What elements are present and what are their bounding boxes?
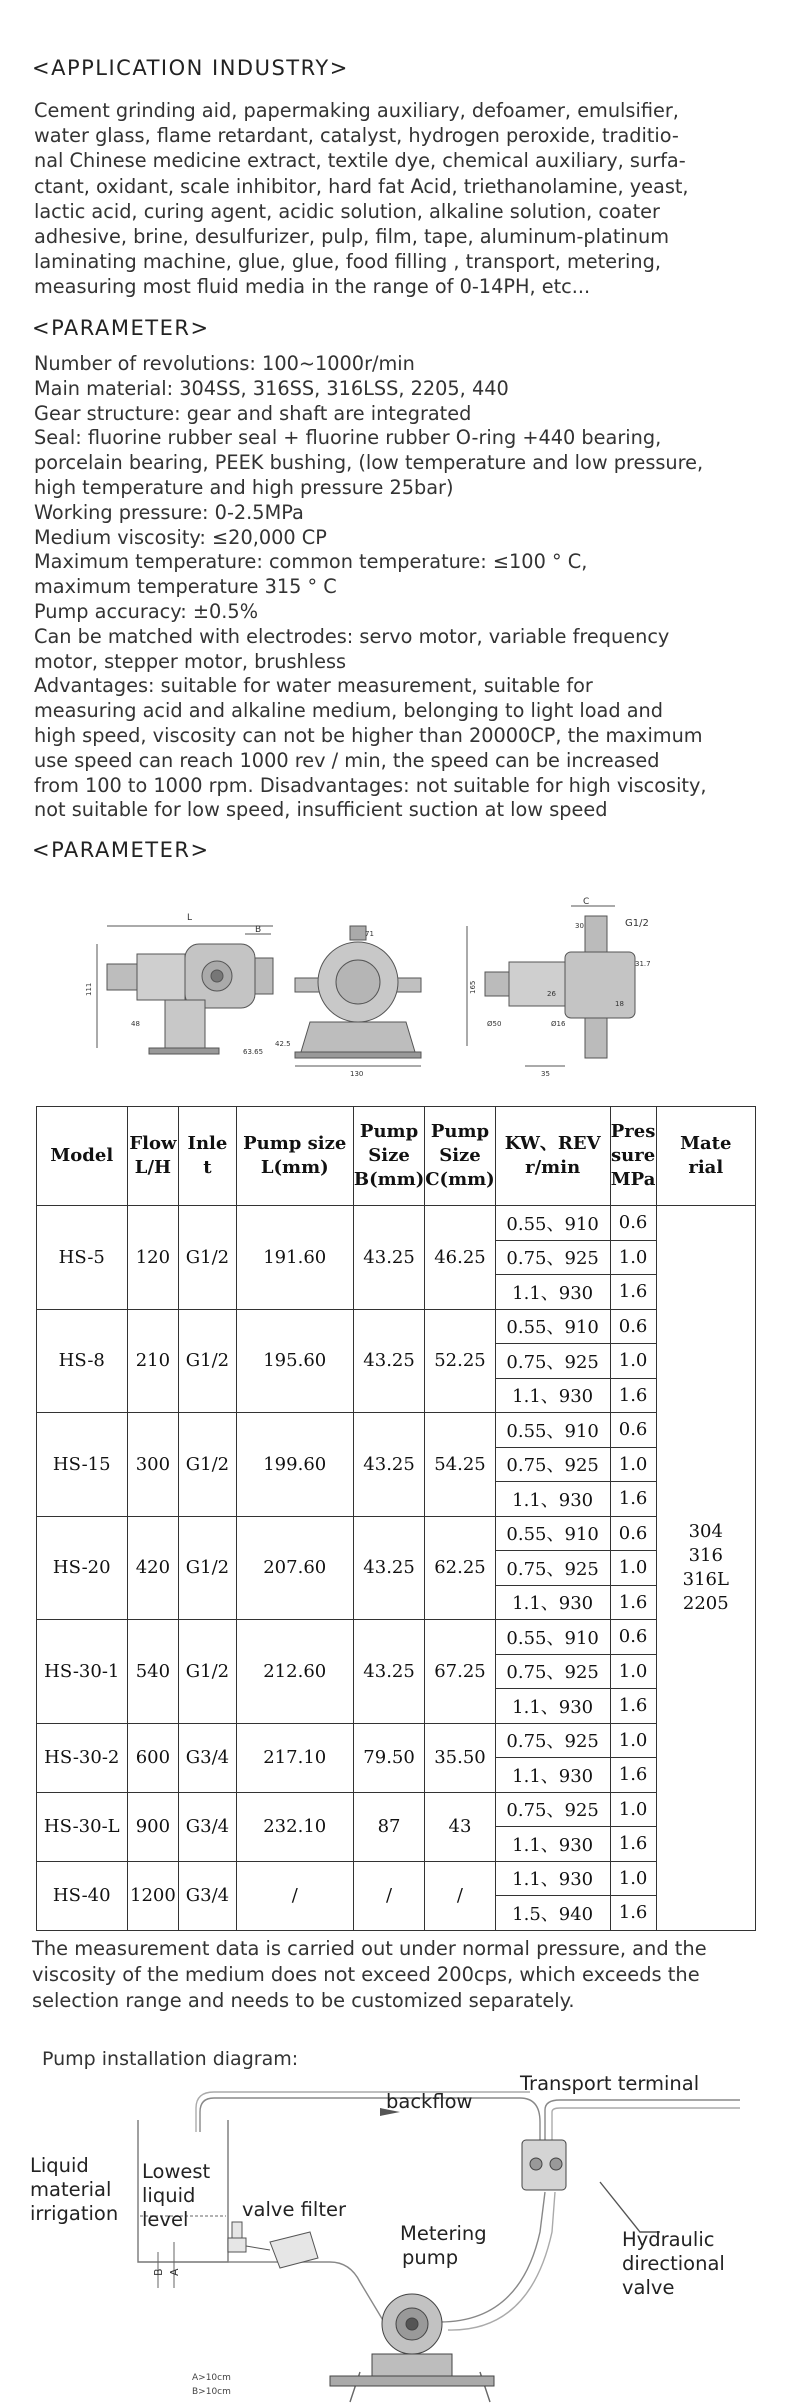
- dim-111: 111: [85, 982, 93, 996]
- pressure-cell: 1.6: [610, 1482, 656, 1517]
- parameter-text: [34, 352, 764, 823]
- pressure-cell: 1.0: [610, 1447, 656, 1482]
- column-header-text: L(mm): [260, 1157, 329, 1178]
- pressure-cell: 1.0: [610, 1654, 656, 1689]
- top-view: [467, 906, 635, 1066]
- pressure-cell: 1.6: [610, 1689, 656, 1724]
- pressure-cell: 1.6: [610, 1827, 656, 1862]
- size-c-cell: 46.25: [425, 1206, 495, 1310]
- pressure-cell: 1.0: [610, 1723, 656, 1758]
- size-l-cell: 212.60: [236, 1620, 353, 1724]
- size-c-cell: /: [425, 1861, 495, 1930]
- parameter-text-line: Gear structure: gear and shaft are integrated: [34, 401, 472, 425]
- parameter-text-line: high temperature and high pressure 25bar): [34, 475, 454, 499]
- size-b-cell: 43.25: [353, 1620, 424, 1724]
- inlet-cell: G1/2: [179, 1309, 236, 1413]
- note-b: B>10cm: [192, 2387, 231, 2397]
- pump-dimension-drawing: [85, 896, 755, 1080]
- inlet-cell: G1/2: [179, 1413, 236, 1517]
- column-header-text: Pump: [359, 1121, 419, 1142]
- dim-16: Ø16: [551, 1020, 566, 1028]
- pressure-cell: 1.6: [610, 1378, 656, 1413]
- lowest-level-label: Lowest liquid level: [142, 2160, 211, 2231]
- side-view: [97, 926, 273, 1054]
- application-text-line: lactic acid, curing agent, acidic solution, alkaline solution, coater: [34, 199, 660, 223]
- pressure-cell: 1.0: [610, 1861, 656, 1896]
- flow-cell: 540: [127, 1620, 179, 1724]
- dim-130: 130: [350, 1070, 364, 1078]
- size-l-cell: /: [236, 1861, 353, 1930]
- mark-b: B: [152, 2268, 165, 2276]
- parameter-drawing-heading: <PARAMETER>: [32, 838, 210, 862]
- application-text: [34, 98, 764, 300]
- model-cell: HS-5: [37, 1206, 128, 1310]
- dim-b-label: B: [255, 925, 262, 935]
- column-header-text: Pump size: [243, 1133, 347, 1154]
- column-header-text: KW、REV: [504, 1133, 601, 1154]
- material-item: 316L: [682, 1568, 729, 1590]
- measurement-note: [32, 1936, 772, 2014]
- parameter-text-line: high speed, viscosity can not be higher than 20000CP, the maximum: [34, 723, 703, 747]
- flow-cell: 600: [127, 1723, 179, 1792]
- column-header: [179, 1107, 236, 1206]
- hydraulic-valve-label: Hydraulic directional valve: [622, 2228, 725, 2299]
- parameter-text-line: Main material: 304SS, 316SS, 316LSS, 2205, 440: [34, 376, 509, 400]
- note-text-line: The measurement data is carried out under normal pressure, and the: [32, 1937, 707, 1960]
- table-row: [37, 1516, 756, 1551]
- parameter-text-line: Pump accuracy: ±0.5%: [34, 599, 259, 623]
- kw-rev-cell: 0.75、925: [495, 1792, 610, 1827]
- column-header-text: sure: [611, 1145, 656, 1166]
- size-b-cell: 43.25: [353, 1413, 424, 1517]
- kw-rev-cell: 0.75、925: [495, 1240, 610, 1275]
- kw-rev-cell: 0.75、925: [495, 1723, 610, 1758]
- size-l-cell: 232.10: [236, 1792, 353, 1861]
- dim-30: 30: [575, 922, 584, 930]
- material-item: 316: [688, 1544, 723, 1566]
- column-header-text: Pump: [430, 1121, 490, 1142]
- dim-l-label: L: [187, 913, 193, 923]
- parameter-text-line: Number of revolutions: 100~1000r/min: [34, 352, 415, 375]
- model-cell: HS-20: [37, 1516, 128, 1620]
- flow-cell: 210: [127, 1309, 179, 1413]
- valve-filter-label: valve filter: [242, 2198, 347, 2221]
- metering-pump: [330, 2294, 494, 2386]
- kw-rev-cell: 0.55、910: [495, 1309, 610, 1344]
- flow-cell: 120: [127, 1206, 179, 1310]
- kw-rev-cell: 0.55、910: [495, 1620, 610, 1655]
- application-text-line: water glass, flame retardant, catalyst, hydrogen peroxide, traditio-: [34, 124, 679, 148]
- size-b-cell: 79.50: [353, 1723, 424, 1792]
- size-c-cell: 43: [425, 1792, 495, 1861]
- inlet-cell: G3/4: [179, 1861, 236, 1930]
- table-body: [37, 1206, 756, 1931]
- dim-63: 63.65: [243, 1048, 264, 1056]
- pressure-cell: 0.6: [610, 1620, 656, 1655]
- table-row: [37, 1206, 756, 1241]
- note-text-line: selection range and needs to be customized separately.: [32, 1989, 575, 2012]
- application-text-line: adhesive, brine, desulfurizer, pulp, film, tape, aluminum-platinum: [34, 225, 669, 249]
- parameter-text-line: Can be matched with electrodes: servo motor, variable frequency: [34, 624, 670, 648]
- size-b-cell: 43.25: [353, 1516, 424, 1620]
- kw-rev-cell: 1.1、930: [495, 1482, 610, 1517]
- column-header: [656, 1107, 755, 1206]
- size-l-cell: 207.60: [236, 1516, 353, 1620]
- column-header: [610, 1107, 656, 1206]
- size-c-cell: 67.25: [425, 1620, 495, 1724]
- column-header-text: r/min: [525, 1157, 581, 1178]
- model-cell: HS-30-L: [37, 1792, 128, 1861]
- application-text-line: laminating machine, glue, glue, food filling , transport, metering,: [34, 250, 661, 274]
- size-b-cell: 87: [353, 1792, 424, 1861]
- kw-rev-cell: 0.55、910: [495, 1206, 610, 1241]
- column-header: [236, 1107, 353, 1206]
- parameter-heading: <PARAMETER>: [32, 316, 210, 340]
- dim-165: 165: [469, 980, 477, 994]
- column-header-text: Model: [50, 1145, 114, 1166]
- parameter-text-line: Maximum temperature: common temperature: ≤100 ° C,: [34, 550, 588, 574]
- column-header-text: Size: [439, 1145, 481, 1166]
- parameter-text-line: Medium viscosity: ≤20,000 CP: [34, 525, 327, 549]
- kw-rev-cell: 1.1、930: [495, 1689, 610, 1724]
- table-row: [37, 1309, 756, 1344]
- mark-a: A: [168, 2268, 181, 2276]
- installation-title: Pump installation diagram:: [42, 2048, 299, 2070]
- size-c-cell: 35.50: [425, 1723, 495, 1792]
- front-view: [295, 926, 421, 1066]
- kw-rev-cell: 0.55、910: [495, 1413, 610, 1448]
- size-l-cell: 217.10: [236, 1723, 353, 1792]
- size-c-cell: 52.25: [425, 1309, 495, 1413]
- parameter-text-line: not suitable for low speed, insufficient suction at low speed: [34, 798, 608, 822]
- size-c-cell: 54.25: [425, 1413, 495, 1517]
- inlet-cell: G3/4: [179, 1792, 236, 1861]
- note-a: A>10cm: [192, 2373, 231, 2383]
- size-l-cell: 195.60: [236, 1309, 353, 1413]
- flow-cell: 900: [127, 1792, 179, 1861]
- thread-label: G1/2: [625, 918, 649, 929]
- model-cell: HS-30-2: [37, 1723, 128, 1792]
- column-header-text: rial: [688, 1157, 724, 1178]
- application-text-line: Cement grinding aid, papermaking auxiliary, defoamer, emulsifier,: [34, 99, 679, 122]
- column-header-text: Flow: [129, 1133, 177, 1154]
- table-header-row: [37, 1107, 756, 1206]
- pressure-cell: 1.6: [610, 1585, 656, 1620]
- parameter-text-line: Advantages: suitable for water measurement, suitable for: [34, 674, 593, 698]
- dim-18: 18: [615, 1000, 624, 1008]
- kw-rev-cell: 1.1、930: [495, 1275, 610, 1310]
- model-cell: HS-40: [37, 1861, 128, 1930]
- parameter-text-line: measuring acid and alkaline medium, belonging to light load and: [34, 699, 664, 723]
- size-l-cell: 199.60: [236, 1413, 353, 1517]
- pressure-cell: 0.6: [610, 1413, 656, 1448]
- size-b-cell: /: [353, 1861, 424, 1930]
- parameter-text-line: porcelain bearing, PEEK bushing, (low temperature and low pressure,: [34, 451, 704, 475]
- application-text-line: nal Chinese medicine extract, textile dye, chemical auxiliary, surfa-: [34, 149, 686, 173]
- column-header-text: C(mm): [425, 1169, 495, 1190]
- liquid-material-label: Liquid material irrigation: [30, 2154, 119, 2225]
- dim-31: 31.7: [635, 960, 651, 968]
- parameter-text-line: Working pressure: 0-2.5MPa: [34, 500, 304, 524]
- column-header: [37, 1107, 128, 1206]
- metering-pump-label: Metering pump: [400, 2222, 487, 2269]
- dim-71: 71: [365, 930, 374, 938]
- pressure-cell: 0.6: [610, 1309, 656, 1344]
- pressure-cell: 1.6: [610, 1896, 656, 1931]
- parameter-text-line: maximum temperature 315 ° C: [34, 575, 337, 599]
- kw-rev-cell: 0.75、925: [495, 1551, 610, 1586]
- pressure-cell: 1.0: [610, 1344, 656, 1379]
- kw-rev-cell: 0.75、925: [495, 1654, 610, 1689]
- application-text-line: measuring most fluid media in the range of 0-14PH, etc...: [34, 275, 591, 299]
- parameter-text-line: from 100 to 1000 rpm. Disadvantages: not suitable for high viscosity,: [34, 773, 707, 797]
- kw-rev-cell: 1.5、940: [495, 1896, 610, 1931]
- kw-rev-cell: 1.1、930: [495, 1758, 610, 1793]
- flow-cell: 1200: [127, 1861, 179, 1930]
- column-header-text: Size: [368, 1145, 410, 1166]
- valve-filter: [228, 2222, 318, 2268]
- application-text-line: ctant, oxidant, scale inhibitor, hard fat Acid, triethanolamine, yeast,: [34, 174, 689, 198]
- column-header-text: Mate: [680, 1133, 732, 1154]
- column-header-text: L/H: [134, 1157, 172, 1178]
- kw-rev-cell: 0.75、925: [495, 1344, 610, 1379]
- spec-table: [36, 1106, 756, 1931]
- column-header-text: MPa: [610, 1169, 656, 1190]
- kw-rev-cell: 1.1、930: [495, 1827, 610, 1862]
- material-cell: [656, 1206, 755, 1931]
- flow-cell: 300: [127, 1413, 179, 1517]
- pressure-cell: 1.6: [610, 1275, 656, 1310]
- column-header: [495, 1107, 610, 1206]
- column-header: [127, 1107, 179, 1206]
- pressure-cell: 0.6: [610, 1206, 656, 1241]
- transport-terminal-label: Transport terminal: [520, 2072, 700, 2095]
- kw-rev-cell: 1.1、930: [495, 1378, 610, 1413]
- dim-48: 48: [131, 1020, 140, 1028]
- column-header-text: Inle: [187, 1133, 228, 1154]
- kw-rev-cell: 1.1、930: [495, 1861, 610, 1896]
- table-row: [37, 1723, 756, 1758]
- parameter-text-line: use speed can reach 1000 rev / min, the speed can be increased: [34, 748, 660, 772]
- backflow-label: backflow: [386, 2090, 473, 2113]
- material-item: 2205: [682, 1592, 729, 1614]
- column-header-text: t: [203, 1157, 212, 1178]
- parameter-text-line: Seal: fluorine rubber seal + fluorine rubber O-ring +440 bearing,: [34, 426, 662, 450]
- column-header: [425, 1107, 495, 1206]
- parameter-text-line: motor, stepper motor, brushless: [34, 649, 347, 673]
- kw-rev-cell: 0.75、925: [495, 1447, 610, 1482]
- size-l-cell: 191.60: [236, 1206, 353, 1310]
- pressure-cell: 1.0: [610, 1551, 656, 1586]
- column-header: [353, 1107, 424, 1206]
- column-header-text: B(mm): [353, 1169, 425, 1190]
- dim-50: Ø50: [487, 1020, 502, 1028]
- note-text-line: viscosity of the medium does not exceed 200cps, which exceeds the: [32, 1963, 700, 1986]
- dim-26: 26: [547, 990, 556, 998]
- hydraulic-valve: [522, 2140, 566, 2190]
- inlet-cell: G1/2: [179, 1206, 236, 1310]
- size-b-cell: 43.25: [353, 1206, 424, 1310]
- inlet-cell: G1/2: [179, 1516, 236, 1620]
- size-b-cell: 43.25: [353, 1309, 424, 1413]
- pressure-cell: 0.6: [610, 1516, 656, 1551]
- pressure-cell: 1.0: [610, 1240, 656, 1275]
- table-row: [37, 1620, 756, 1655]
- table-row: [37, 1792, 756, 1827]
- table-row: [37, 1861, 756, 1896]
- flow-cell: 420: [127, 1516, 179, 1620]
- pressure-cell: 1.6: [610, 1758, 656, 1793]
- material-item: 304: [688, 1520, 723, 1542]
- column-header-text: Pres: [610, 1121, 656, 1142]
- size-c-cell: 62.25: [425, 1516, 495, 1620]
- model-cell: HS-15: [37, 1413, 128, 1517]
- model-cell: HS-30-1: [37, 1620, 128, 1724]
- kw-rev-cell: 1.1、930: [495, 1585, 610, 1620]
- dim-42: 42.5: [275, 1040, 291, 1048]
- dim-c-label: C: [583, 897, 590, 907]
- inlet-cell: G3/4: [179, 1723, 236, 1792]
- model-cell: HS-8: [37, 1309, 128, 1413]
- dim-35: 35: [541, 1070, 550, 1078]
- table-row: [37, 1413, 756, 1448]
- inlet-cell: G1/2: [179, 1620, 236, 1724]
- application-heading: <APPLICATION INDUSTRY>: [32, 56, 349, 80]
- kw-rev-cell: 0.55、910: [495, 1516, 610, 1551]
- pressure-cell: 1.0: [610, 1792, 656, 1827]
